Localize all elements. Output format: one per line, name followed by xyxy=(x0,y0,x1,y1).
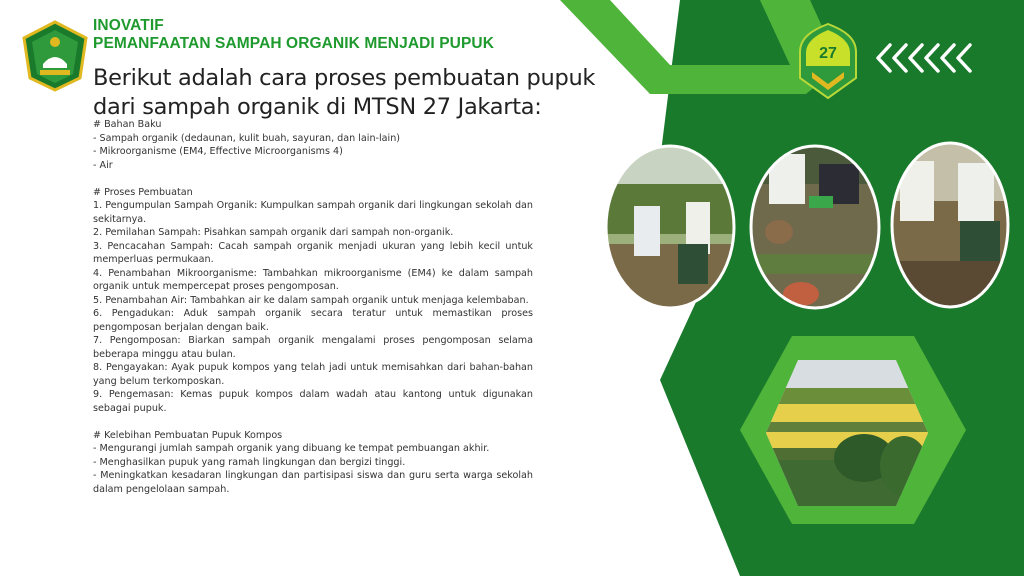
photo-students-composting-3 xyxy=(890,141,1010,309)
bahan-item: - Air xyxy=(93,159,113,171)
proses-step: 2. Pemilahan Sampah: Pisahkan sampah organik dari sampah non-organik. xyxy=(93,227,454,238)
chevrons-decoration xyxy=(876,42,976,74)
article-content xyxy=(93,118,533,496)
bahan-heading: # Bahan Baku xyxy=(93,119,162,130)
chevron-left-icon xyxy=(926,45,938,71)
chevron-left-icon xyxy=(878,45,890,71)
proses-step: 6. Pengadukan: Aduk sampah organik secara teratur untuk memastikan proses pengomposan berjalan dengan baik. xyxy=(93,308,533,333)
chevron-left-icon xyxy=(910,45,922,71)
madrasah-badge xyxy=(798,22,858,102)
kelebihan-item: - Mengurangi jumlah sampah organik yang dibuang ke tempat pembuangan akhir. xyxy=(93,443,490,454)
proses-step: 7. Pengomposan: Biarkan sampah organik mengalami proses pengomposan selama beberapa minggu atau bulan. xyxy=(93,335,533,360)
kelebihan-heading: # Kelebihan Pembuatan Pupuk Kompos xyxy=(93,429,283,441)
badge-number: 27 xyxy=(819,45,837,62)
chevron-left-icon xyxy=(958,45,970,71)
kicker-title xyxy=(93,17,494,53)
headline-line-2: dari sampah organik di MTSN 27 Jakarta: xyxy=(93,94,542,120)
kelebihan-item: - Meningkatkan kesadaran lingkungan dan partisipasi siswa dan guru serta warga sekolah dalam pengelolaan sampah. xyxy=(93,470,533,495)
kicker-line-2: PEMANFAATAN SAMPAH ORGANIK MENJADI PUPUK xyxy=(93,35,494,52)
proses-step: 9. Pengemasan: Kemas pupuk kompos dalam wadah atau kantong untuk digunakan sebagai pupuk. xyxy=(93,389,533,414)
proses-step: 5. Penambahan Air: Tambahkan air ke dalam sampah organik untuk menjaga kelembaban. xyxy=(93,294,529,306)
headline-line-1: Berikut adalah cara proses pembuatan pupuk xyxy=(93,65,596,91)
kemenag-logo xyxy=(22,20,88,92)
proses-step: 4. Penambahan Mikroorganisme: Tambahkan mikroorganisme (EM4) ke dalam sampah organik untuk mempercepat proses pengomposan. xyxy=(93,267,533,292)
proses-step: 3. Pencacahan Sampah: Cacah sampah organik menjadi ukuran yang lebih kecil untuk memperluas permukaan. xyxy=(93,240,533,265)
photo-students-composting-1 xyxy=(604,144,736,310)
chevron-left-icon xyxy=(894,45,906,71)
proses-step: 1. Pengumpulan Sampah Organik: Kumpulkan sampah organik dari lingkungan sekolah dan sekitarnya. xyxy=(93,200,533,225)
photo-school-building xyxy=(764,358,930,508)
proses-heading: # Proses Pembuatan xyxy=(93,186,193,198)
bahan-item: - Sampah organik (dedaunan, kulit buah, sayuran, dan lain-lain) xyxy=(93,132,401,144)
photo-students-composting-2 xyxy=(749,144,881,310)
headline xyxy=(93,64,613,122)
kicker-line-1: INOVATIF xyxy=(93,17,164,34)
bahan-item: - Mikroorganisme (EM4, Effective Microorganisms 4) xyxy=(93,146,343,157)
chevron-left-icon xyxy=(942,45,954,71)
kelebihan-item: - Menghasilkan pupuk yang ramah lingkungan dan bergizi tinggi. xyxy=(93,456,406,468)
proses-step: 8. Pengayakan: Ayak pupuk kompos yang telah jadi untuk memisahkan dari bahan-bahan yang belum terkomposkan. xyxy=(93,362,533,387)
